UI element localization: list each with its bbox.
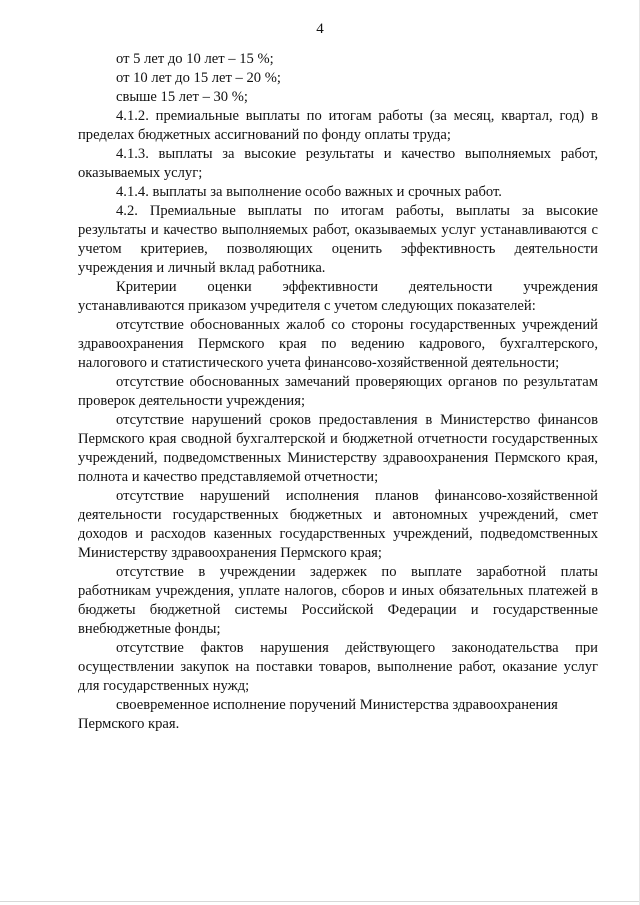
paragraph-4-1-3: 4.1.3. выплаты за высокие результаты и качество выполняемых работ, оказываемых услуг; xyxy=(78,146,598,181)
paragraph-experience-over-15: свыше 15 лет – 30 %; xyxy=(116,89,248,105)
page-number: 4 xyxy=(316,21,324,37)
paragraph-experience-10-15: от 10 лет до 15 лет – 20 %; xyxy=(116,70,281,86)
criterion-procurement-compliance: отсутствие фактов нарушения действующего законодательства при осуществлении закупок на поставки товаров, выполнение работ, оказание услуг для государственных нужд; xyxy=(78,640,598,694)
criterion-no-remarks: отсутствие обоснованных замечаний проверяющих органов по результатам проверок деятельности учреждения; xyxy=(78,374,598,409)
criterion-salary-payments: отсутствие в учреждении задержек по выплате заработной платы работникам учреждения, уплате налогов, сборов и иных обязательных платежей в бюджеты бюджетной системы Российской Федерации и государственные внебюджетные фонды; xyxy=(78,564,598,637)
criterion-timely-instructions: своевременное исполнение поручений Министерства здравоохранения Пермского края. xyxy=(78,697,558,732)
criterion-plan-execution: отсутствие нарушений исполнения планов финансово-хозяйственной деятельности государственных бюджетных и автономных учреждений, смет доходов и расходов казенных государственных учреждений, подведомственных Министерству здравоохранения Пермского края; xyxy=(78,488,598,561)
paragraph-experience-5-10: от 5 лет до 10 лет – 15 %; xyxy=(116,51,274,67)
paragraph-criteria-intro: Критерии оценки эффективности деятельности учреждения устанавливаются приказом учредителя с учетом следующих показателей: xyxy=(78,279,598,314)
paragraph-4-2: 4.2. Премиальные выплаты по итогам работы, выплаты за высокие результаты и качество выполняемых работ, оказываемых услуг устанавливаются с учетом критериев, позволяющих оценить эффективность деятельности учреждения и личный вклад работника. xyxy=(78,203,598,276)
criterion-no-complaints: отсутствие обоснованных жалоб со стороны государственных учреждений здравоохранения Пермского края по ведению кадрового, бухгалтерского, налогового и статистического учета финансово-хозяйственной деятельности; xyxy=(78,317,598,371)
criterion-reporting-deadlines: отсутствие нарушений сроков предоставления в Министерство финансов Пермского края сводной бухгалтерской и бюджетной отчетности государственных учреждений, подведомственных Министерству здравоохранения Пермского края, полнота и качество представляемой отчетности; xyxy=(78,412,598,485)
paragraph-4-1-2: 4.1.2. премиальные выплаты по итогам работы (за месяц, квартал, год) в пределах бюджетных ассигнований по фонду оплаты труда; xyxy=(78,108,598,143)
paragraph-4-1-4: 4.1.4. выплаты за выполнение особо важных и срочных работ. xyxy=(116,184,502,200)
scan-bottom-edge xyxy=(0,901,640,902)
document-body xyxy=(78,50,598,734)
